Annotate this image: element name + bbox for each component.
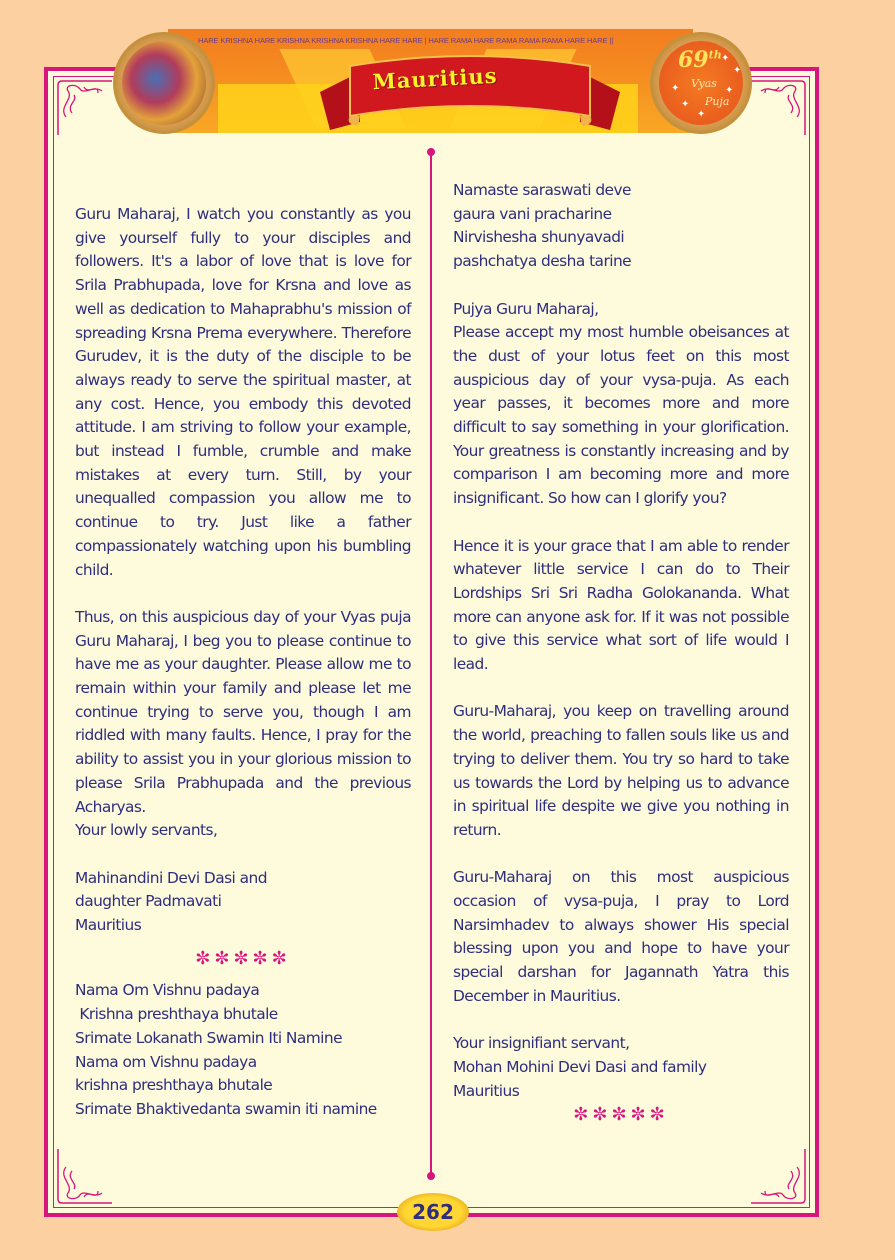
sparkle-icon: ✦: [725, 85, 734, 96]
left-signature-line: daughter Padmavati: [75, 892, 222, 911]
right-salutation: Pujya Guru Maharaj,: [453, 299, 599, 318]
page-title: Mauritius: [371, 62, 499, 95]
left-verse-line: Srimate Bhaktivedanta swamin iti namine: [75, 1099, 377, 1118]
left-verse-line: Nama om Vishnu padaya: [75, 1052, 257, 1071]
right-paragraph-2: Hence it is your grace that I am able to render whatever little service I can do to Their Lordships Sri Sri Radha Golokananda. What more can anyone ask for. If it was not possible to give this service what sort of life would I lead.: [453, 536, 789, 674]
left-verse-line: Srimate Lokanath Swamin Iti Namine: [75, 1028, 343, 1047]
divider-dot-top: [427, 148, 435, 156]
sparkle-icon: ✦: [671, 83, 680, 94]
right-paragraph-1: Please accept my most humble obeisances at the dust of your lotus feet on this most auspicious day of your vysa-puja. As each year passes, it becomes more and more difficult to say something in your glorification. Your greatness is constantly increasing and by comparison I am becoming more and more insignificant. So how can I glorify you?: [453, 323, 789, 508]
sparkle-icon: ✦: [697, 109, 706, 120]
column-divider: [430, 152, 432, 1176]
right-column: [453, 179, 789, 1136]
right-closing: Your insignifiant servant,: [453, 1034, 630, 1053]
left-paragraph-1: Guru Maharaj, I watch you constantly as you give yourself fully to your disciples and followers. It's a labor of love that is love for Srila Prabhupada, love for Krsna and love as well as dedication to Mahaprabhu's mission of spreading Krsna Prema everywhere. Therefore Gurudev, it is the duty of the disciple to be always ready to serve the spiritual master, at any cost. Hence, you embody this devoted attitude. I am striving to follow your example, but instead I fumble, crumble and make mistakes at every turn. Still, by your unequalled compassion you allow me to continue to try. Just like a father compassionately watching upon his bumbling child.: [75, 205, 411, 579]
badge-line-puja: Puja: [705, 95, 730, 108]
left-column: [75, 203, 411, 1122]
corner-flourish-icon: [749, 77, 809, 137]
right-signature-line: Mauritius: [453, 1081, 520, 1100]
right-verse-line: pashchatya desha tarine: [453, 252, 632, 271]
corner-flourish-icon: [54, 77, 114, 137]
deities-image: [122, 41, 206, 125]
sparkle-icon: ✦: [681, 99, 690, 110]
left-signature-line: Mauritius: [75, 916, 142, 935]
right-signature-line: Mohan Mohini Devi Dasi and family: [453, 1057, 707, 1076]
flower-separator: ✼✼✼✼✼: [573, 1104, 669, 1126]
badge-line-vyas: Vyas: [691, 77, 717, 90]
left-closing: Your lowly servants,: [75, 821, 218, 840]
left-verse-line: Krishna preshthaya bhutale: [75, 1005, 278, 1024]
flower-separator: ✼✼✼✼✼: [195, 947, 291, 969]
sparkle-icon: ✦: [721, 53, 730, 64]
right-verse-line: Nirvishesha shunyavadi: [453, 228, 625, 247]
left-verse-line: Nama Om Vishnu padaya: [75, 981, 260, 1000]
badge-number: 69th: [678, 47, 722, 73]
right-verse-line: gaura vani pracharine: [453, 204, 612, 223]
corner-flourish-icon: [54, 1147, 114, 1207]
deities-medallion: [113, 32, 215, 134]
left-signature-line: Mahinandini Devi Dasi and: [75, 868, 267, 887]
right-paragraph-4: Guru-Maharaj on this most auspicious occasion of vysa-puja, I pray to Lord Narsimhadev to always shower His special blessing upon you and hope to have your special darshan for Jagannath Yatra this December in Mauritius.: [453, 868, 789, 1005]
right-verse-line: Namaste saraswati deve: [453, 181, 631, 199]
sparkle-icon: ✦: [733, 65, 742, 76]
right-paragraph-3: Guru-Maharaj, you keep on travelling around the world, preaching to fallen souls like us and trying to deliver them. You try so hard to take us towards the Lord by helping us to advance in spiritual life despite we give you nothing in return.: [453, 702, 789, 839]
vyas-puja-badge: [650, 32, 752, 134]
mantra-text: HARE KRISHNA HARE KRISHNA KRISHNA KRISHNA HARE HARE | HARE RAMA HARE RAMA RAMA RAMA HARE HARE ||: [198, 36, 614, 45]
left-verse-line: krishna preshthaya bhutale: [75, 1076, 273, 1095]
page-number: 262: [397, 1193, 469, 1231]
divider-dot-bottom: [427, 1172, 435, 1180]
corner-flourish-icon: [749, 1147, 809, 1207]
left-paragraph-2: Thus, on this auspicious day of your Vyas puja Guru Maharaj, I beg you to please continue to have me as your daughter. Please allow me to remain within your family and please let me continue trying to serve you, though I am riddled with many faults. Hence, I pray for the ability to assist you in your glorious mission to please Srila Prabhupada and the previous Acharyas.: [75, 607, 411, 816]
